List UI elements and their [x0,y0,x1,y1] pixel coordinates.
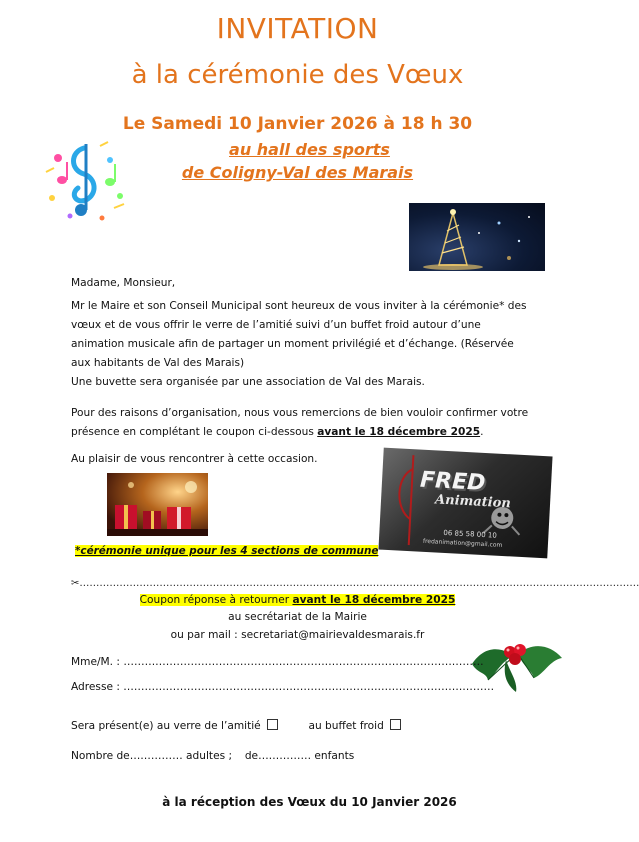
christmas-tree-image [409,203,545,271]
presence-label: Sera présent(e) au verre de l’amitié [71,720,261,732]
attendance-row [71,719,401,732]
coupon-return-deadline: avant le 18 décembre 2025 [292,594,456,606]
event-location: de Coligny-Val des Marais [181,163,414,182]
letter-invitation-text: Mr le Maire et son Conseil Municipal sont heureux de vous inviter à la cérémonie* des vœux et de vous offrir le verre de l’amitié suivi d’un buffet froid autour d’une animation musicale afin de partager un moment privilégié et d’échange. (Réservée aux habitants de Val des Marais) [71,300,527,369]
children-count-prefix: de [244,750,259,762]
adults-count-field[interactable]: …………… [129,750,183,762]
address-field-label: Adresse : [71,681,120,693]
letter-paragraph-confirmation [71,404,533,442]
gifts-image [107,473,208,536]
adults-label: adultes ; [186,750,233,762]
page-subtitle: à la cérémonie des Vœux [131,60,464,90]
flyer-email: fredanimation@gmail.com [422,537,503,549]
name-field-label: Mme/M. : [71,656,120,668]
count-label: Nombre de [71,750,130,762]
fred-animation-flyer [378,448,552,559]
address-field-dots: …………………………………………………………………………………………… [123,681,495,693]
coupon-return-notice [0,594,595,606]
scissors-icon: ✂ [71,578,80,589]
buffet-checkbox[interactable] [390,719,401,730]
children-label: enfants [314,750,355,762]
flyer-brand-name: FRED [419,467,486,496]
presence-checkbox[interactable] [267,719,278,730]
cut-line [71,578,639,589]
headcount-row [71,750,354,762]
address-field[interactable] [71,681,494,693]
page-title: INVITATION [216,12,379,45]
buffet-label: au buffet froid [308,720,384,732]
flyer-phone: 06 85 58 00 10 [443,528,497,540]
coupon-return-text: Coupon réponse à retourner [139,594,293,606]
children-count-field[interactable]: …………… [258,750,312,762]
coupon-address-line2: ou par mail : secretariat@mairievaldesmarais.fr [170,629,425,641]
confirmation-deadline: avant le 18 décembre 2025 [317,426,481,438]
music-notes-image [40,138,128,224]
event-venue: au hall des sports [229,140,390,159]
footnote-text: *cérémonie unique pour les 4 sections de commune [75,545,379,557]
letter-greeting: Madame, Monsieur, [71,277,176,289]
letter-paragraph-invitation [71,297,533,392]
footnote [75,545,378,557]
confirmation-text: Pour des raisons d’organisation, nous vous remercions de bien vouloir confirmer votre présence en complétant le coupon ci-dessous [71,407,529,438]
confirmation-end: . [480,426,484,438]
letter-buvette-text: Une buvette sera organisée par une association de Val des Marais. [71,376,425,388]
footer-text: à la réception des Vœux du 10 Janvier 2026 [162,795,457,809]
name-field[interactable] [71,656,484,668]
cut-line-dots: …………………………………………………………………………………………………………………………………………………… [79,578,639,589]
event-date: Le Samedi 10 Janvier 2026 à 18 h 30 [122,114,473,134]
letter-closing: Au plaisir de vous rencontrer à cette occasion. [71,453,318,465]
flyer-brand-subtitle: Animation [434,492,512,512]
name-field-dots: ………………………………………………………………………………………… [123,656,484,668]
coupon-address-line1: au secrétariat de la Mairie [228,611,367,623]
